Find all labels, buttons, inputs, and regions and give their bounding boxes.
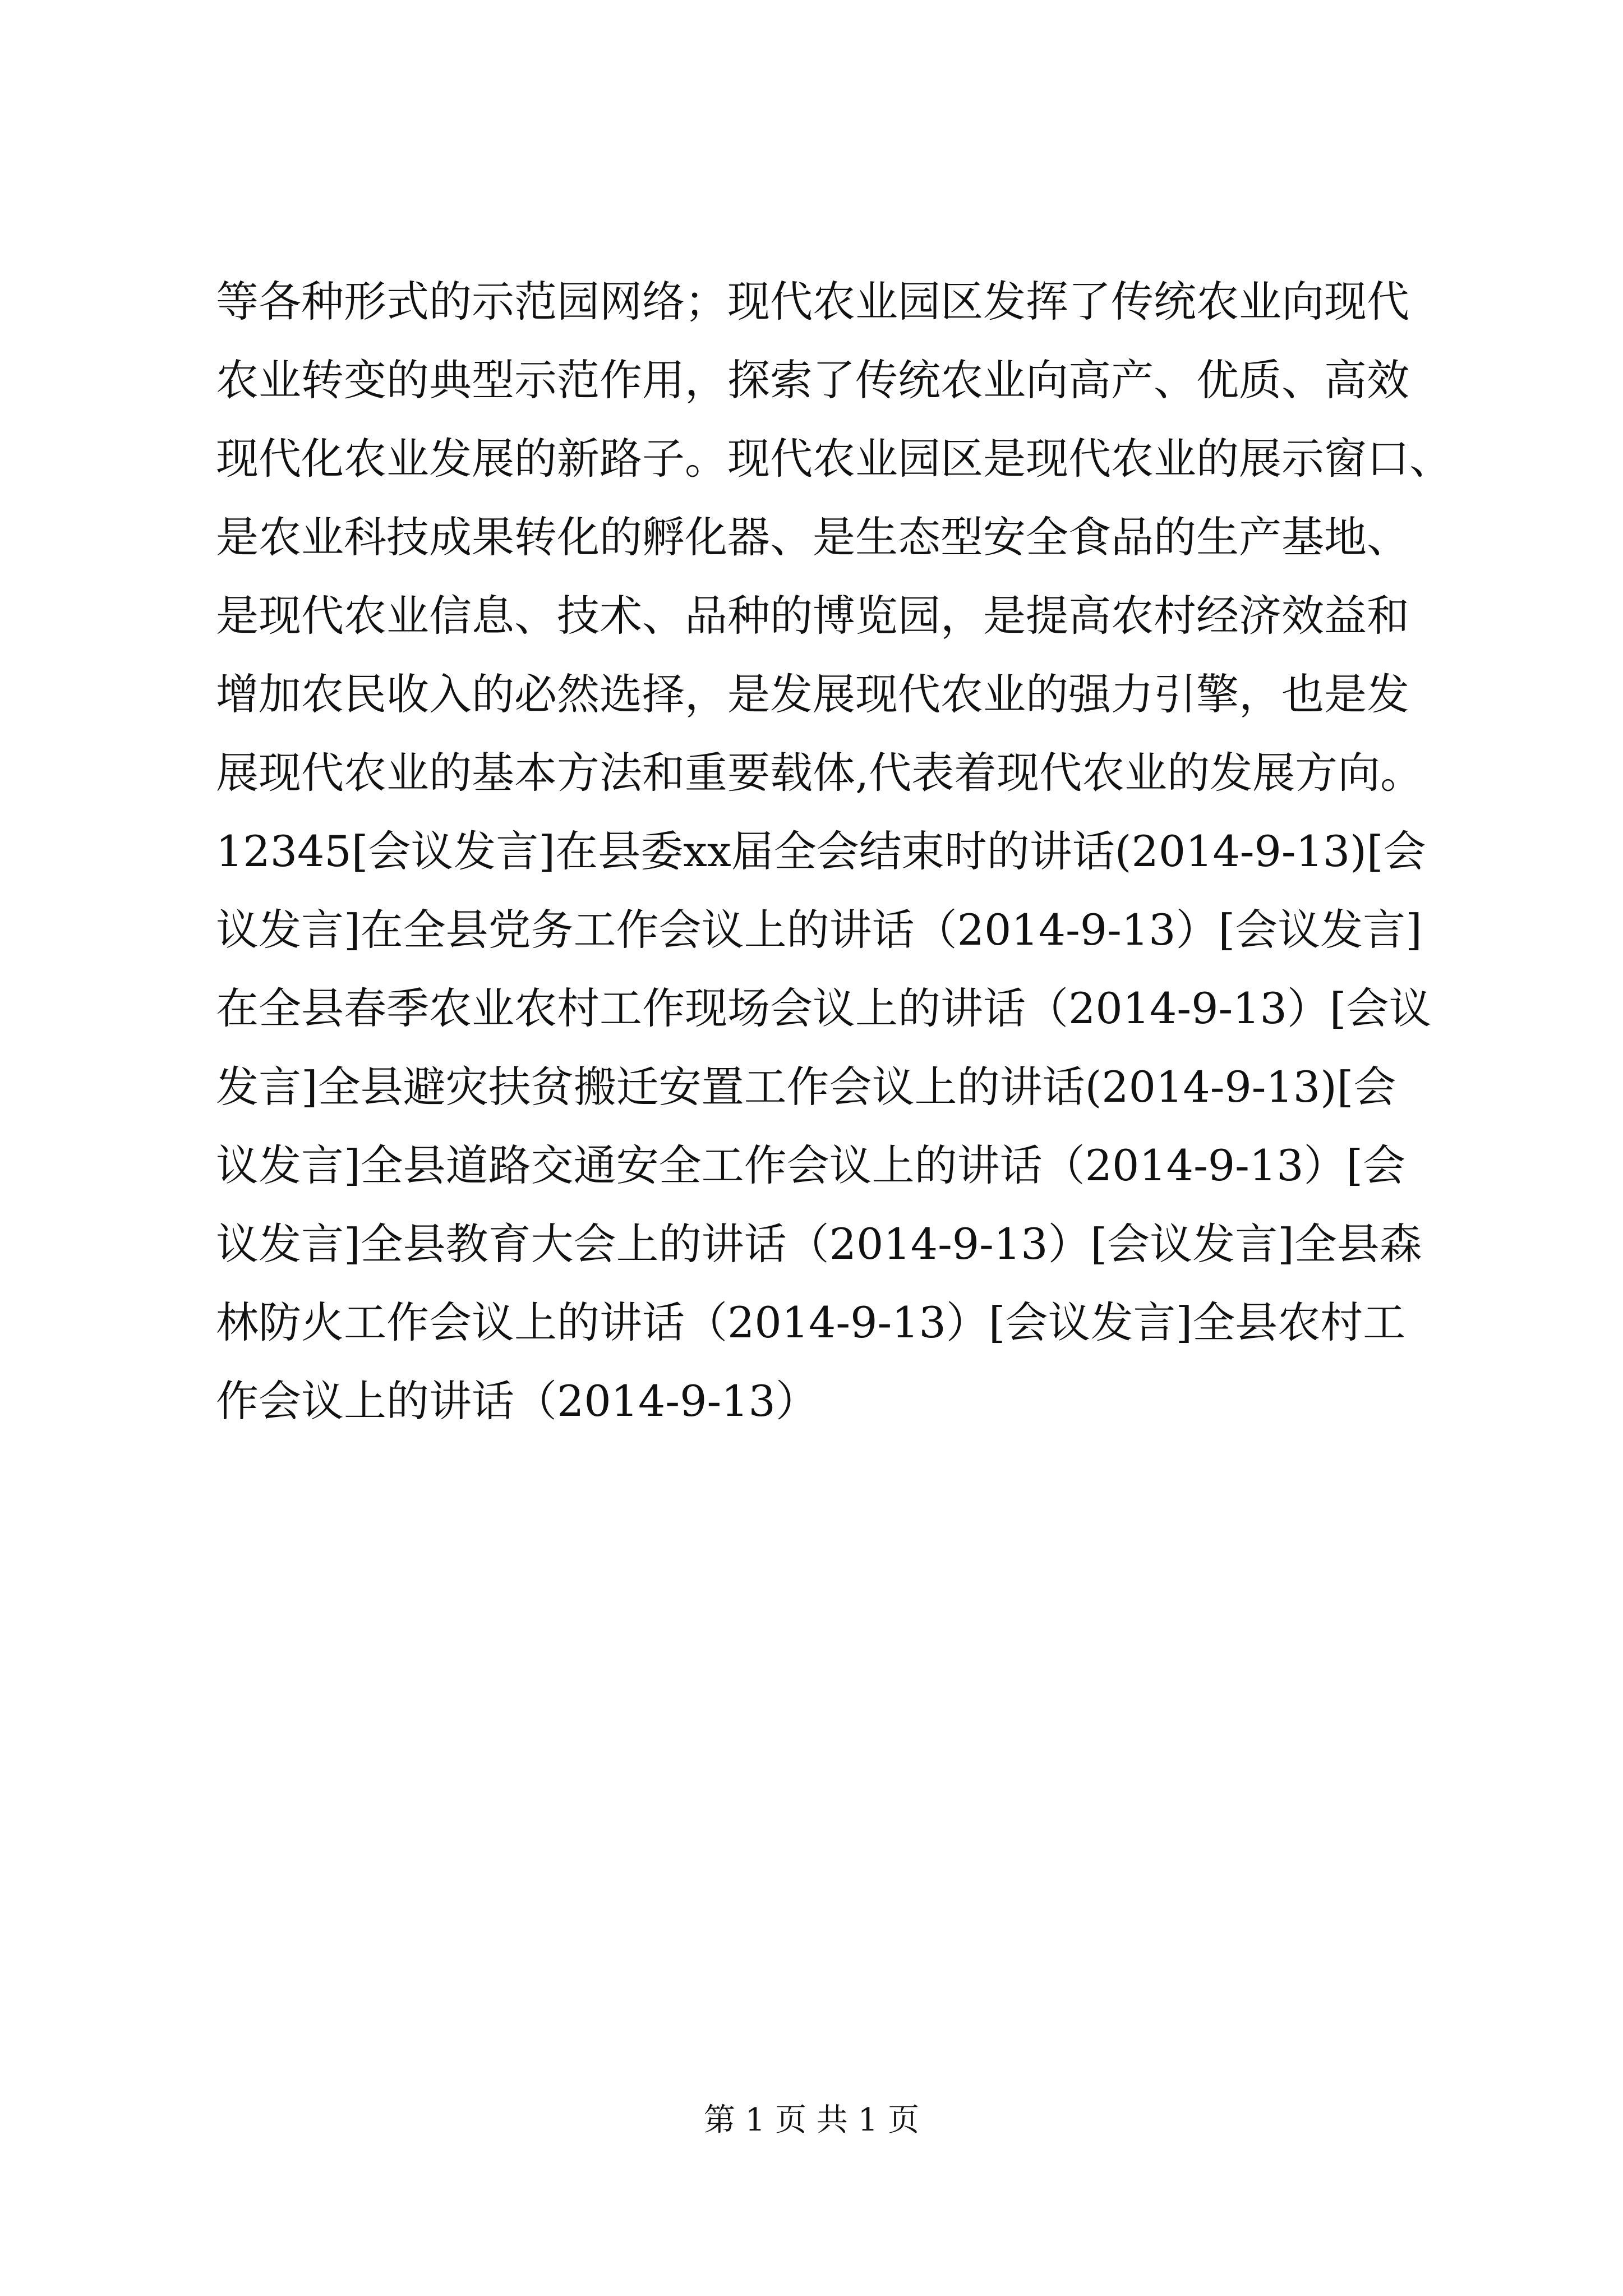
- text-line: 农业转变的典型示范作用，探索了传统农业向高产、优质、高效: [216, 355, 1409, 405]
- text-line: 12345[会议发言]在县委xx届全会结束时的讲话(2014-9-13)[会: [216, 826, 1426, 876]
- text-line: 是农业科技成果转化的孵化器、是生态型安全食品的生产基地、: [216, 512, 1409, 562]
- text-line: 林防火工作会议上的讲话（2014-9-13）[会议发言]全县农村工: [216, 1297, 1406, 1347]
- text-line: 在全县春季农业农村工作现场会议上的讲话（2014-9-13）[会议: [216, 983, 1432, 1033]
- text-line: 现代化农业发展的新路子。现代农业园区是现代农业的展示窗口、: [216, 434, 1452, 484]
- text-line: 展现代农业的基本方法和重要载体,代表着现代农业的发展方向。: [216, 748, 1423, 798]
- text-line: 增加农民收入的必然选择，是发展现代农业的强力引擎，也是发: [216, 669, 1409, 719]
- text-line: 发言]全县避灾扶贫搬迁安置工作会议上的讲话(2014-9-13)[会: [216, 1062, 1396, 1112]
- text-line: 议发言]全县道路交通安全工作会议上的讲话（2014-9-13）[会: [216, 1140, 1406, 1190]
- text-line: 是现代农业信息、技术、品种的博览园，是提高农村经济效益和: [216, 591, 1409, 641]
- text-line: 等各种形式的示范园网络；现代农业园区发挥了传统农业向现代: [216, 277, 1409, 326]
- text-line: 议发言]全县教育大会上的讲话（2014-9-13）[会议发言]全县森: [216, 1219, 1422, 1269]
- page-number-footer: 第 1 页 共 1 页: [703, 2102, 920, 2138]
- text-line: 作会议上的讲话（2014-9-13）: [216, 1376, 818, 1426]
- body-text: [216, 263, 1483, 1441]
- text-line: 议发言]在全县党务工作会议上的讲话（2014-9-13）[会议发言]: [216, 905, 1422, 955]
